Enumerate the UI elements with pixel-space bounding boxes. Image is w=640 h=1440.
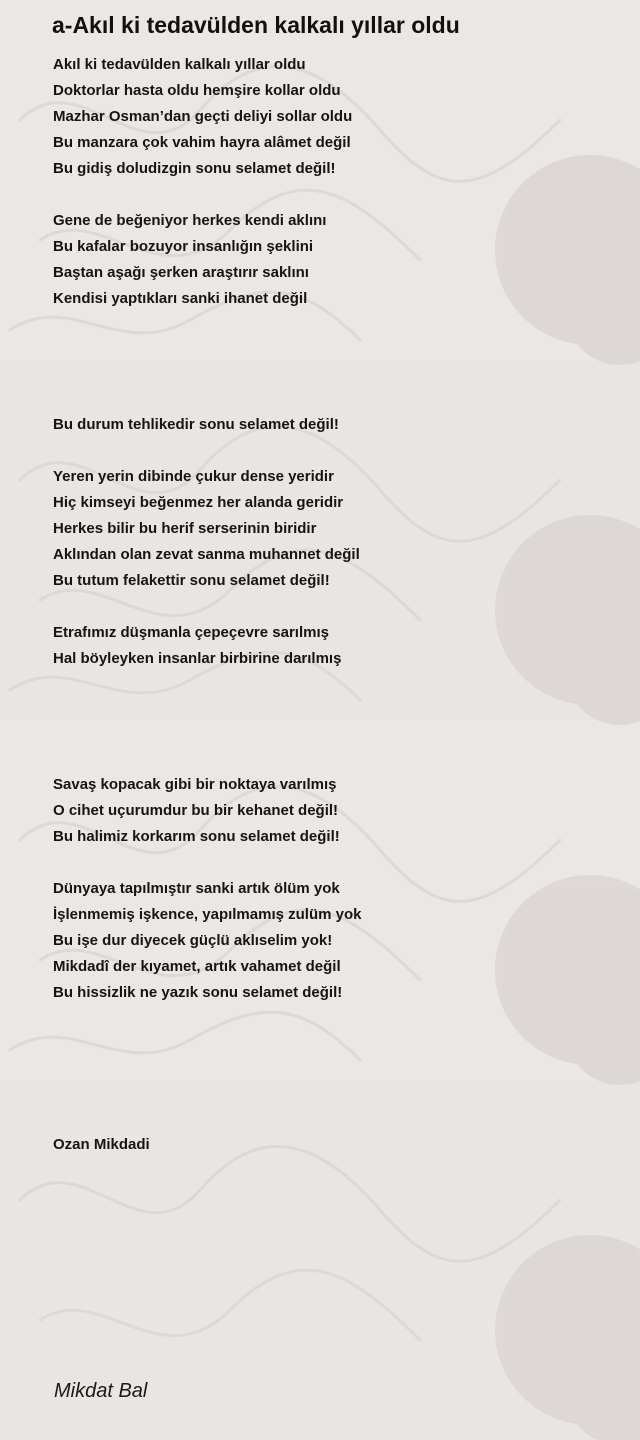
poem-line: Aklından olan zevat sanma muhannet değil xyxy=(53,546,360,563)
poem-line: Herkes bilir bu herif serserinin biridir xyxy=(53,520,317,537)
poem-line: Gene de beğeniyor herkes kendi aklını xyxy=(53,212,327,229)
poem-line: Bu durum tehlikedir sonu selamet değil! xyxy=(53,416,339,433)
poem-line: Baştan aşağı şerken araştırır saklını xyxy=(53,264,309,281)
poem-line: Bu işe dur diyecek güçlü aklıselim yok! xyxy=(53,932,333,949)
poem-title: a-Akıl ki tedavülden kalkalı yıllar oldu xyxy=(52,12,460,38)
poem-line: Hiç kimseyi beğenmez her alanda geridir xyxy=(53,494,344,511)
poem-line: Etrafımız düşmanla çepeçevre sarılmış xyxy=(53,624,329,641)
poem-line: Mikdadî der kıyamet, artık vahamet değil xyxy=(53,958,341,975)
poem-author: Ozan Mikdadi xyxy=(53,1136,150,1153)
poem-line: Bu tutum felakettir sonu selamet değil! xyxy=(53,572,330,589)
poem-line: O cihet uçurumdur bu bir kehanet değil! xyxy=(53,802,339,819)
poem-line: Akıl ki tedavülden kalkalı yıllar oldu xyxy=(53,56,306,73)
poem-line: Hal böyleyken insanlar birbirine darılmış xyxy=(53,650,342,667)
poem-line: Savaş kopacak gibi bir noktaya varılmış xyxy=(53,776,337,793)
poem-line: Bu kafalar bozuyor insanlığın şeklini xyxy=(53,238,314,255)
poem-line: Yeren yerin dibinde çukur dense yeridir xyxy=(53,468,334,485)
poem-line: Bu halimiz korkarım sonu selamet değil! xyxy=(53,828,340,845)
signature: Mikdat Bal xyxy=(54,1380,148,1402)
poem-line: Mazhar Osman’dan geçti deliyi sollar oldu xyxy=(53,108,353,125)
poem-line: Bu manzara çok vahim hayra alâmet değil xyxy=(53,134,351,151)
poem-line: Bu hissizlik ne yazık sonu selamet değil! xyxy=(53,984,343,1001)
poem-line: Kendisi yaptıkları sanki ihanet değil xyxy=(53,290,308,307)
poem-line: Doktorlar hasta oldu hemşire kollar oldu xyxy=(53,82,341,99)
poem-line: Bu gidiş doludizgin sonu selamet değil! xyxy=(53,160,336,177)
poem-line: İşlenmemiş işkence, yapılmamış zulüm yok xyxy=(53,906,362,923)
poem-line: Dünyaya tapılmıştır sanki artık ölüm yok xyxy=(53,880,340,897)
